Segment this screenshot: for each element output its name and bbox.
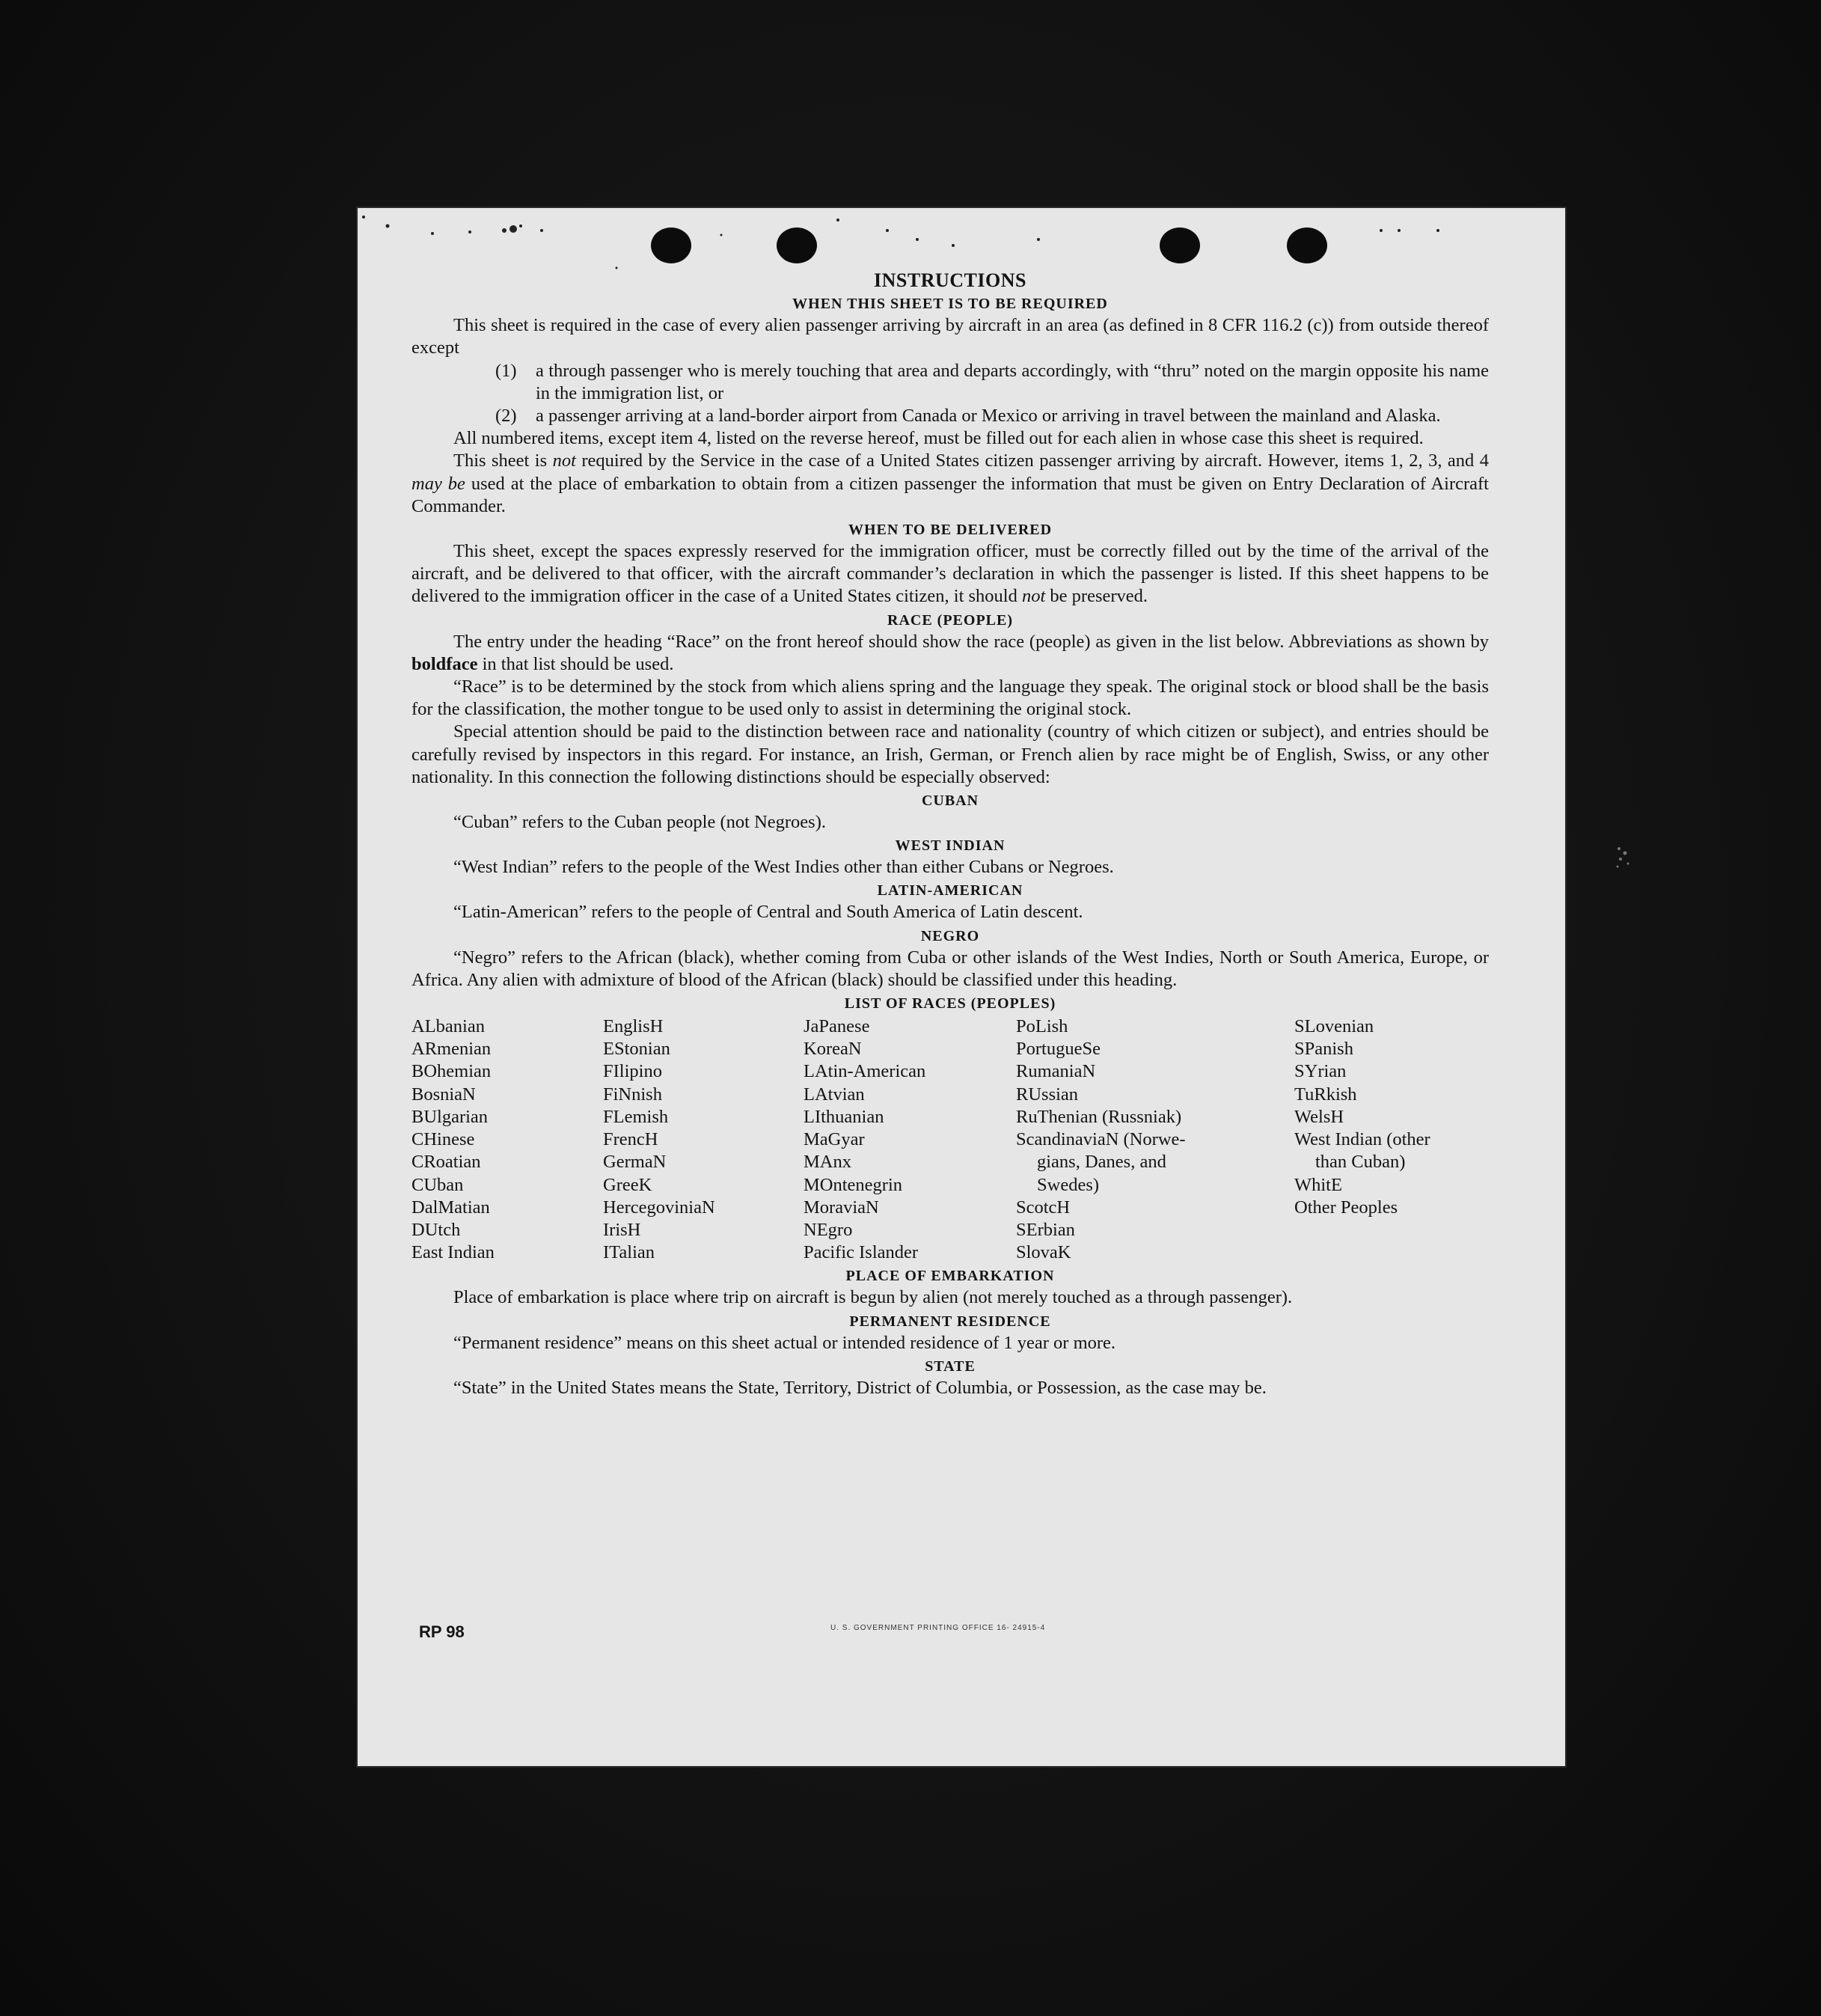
race-item: RumaniaN [1016, 1061, 1096, 1082]
race-item: Swedes) [1037, 1174, 1100, 1195]
race-item: SPanish [1294, 1039, 1353, 1060]
race-item: West Indian (other [1294, 1129, 1430, 1150]
race-item: LAtvian [804, 1084, 865, 1105]
race-item: PoLish [1016, 1016, 1068, 1037]
exception-item [411, 360, 1489, 405]
paragraph: The entry under the heading “Race” on the front hereof should show the race (people) as given in the list below. Abbreviations as shown by boldface in that list should be used. [411, 631, 1489, 674]
race-item: MaGyar [804, 1129, 865, 1150]
race-list [411, 1015, 1489, 1264]
race-item: FIlipino [603, 1061, 662, 1082]
race-item: DalMatian [411, 1197, 490, 1218]
scan-smudge [1612, 843, 1637, 873]
race-item: PortugueSe [1016, 1039, 1101, 1060]
item-text: a passenger arriving at a land-border airport from Canada or Mexico or arriving in travel between the mainland and Alaska. [536, 406, 1441, 427]
race-item: SLovenian [1294, 1016, 1374, 1037]
race-item: FiNnish [603, 1084, 662, 1105]
instructions-content [411, 269, 1489, 1399]
paragraph: This sheet, except the spaces expressly reserved for the immigration officer, must be correctly filled out by the time of the arrival of the aircraft, and be delivered to that officer, with the aircraft commander’s declaration in which the passenger is listed. If this sheet happens to be delivered to the immigration officer in the case of a United States citizen, it should not be preserved. [411, 541, 1489, 607]
race-item: ARmenian [411, 1039, 492, 1060]
section-heading-cuban: CUBAN [921, 792, 979, 810]
section-heading-negro: NEGRO [920, 927, 980, 944]
section-heading-embarkation: PLACE OF EMBARKATION [845, 1268, 1055, 1285]
form-number: RP 98 [419, 1622, 465, 1641]
race-item: than Cuban) [1315, 1152, 1406, 1173]
race-column [1016, 1015, 1294, 1264]
item-text: a through passenger who is merely touching that area and departs accordingly, with “thru” noted on the margin opposite his name in the immigration list, or [536, 360, 1489, 403]
race-column [411, 1015, 603, 1264]
section-heading-state: STATE [925, 1357, 976, 1375]
race-item: MAnx [804, 1152, 851, 1173]
race-item: GermaN [603, 1152, 667, 1173]
section-heading-race: RACE (PEOPLE) [887, 611, 1013, 629]
race-item: KoreaN [804, 1039, 862, 1060]
race-item: GreeK [603, 1174, 652, 1195]
race-item: BosniaN [411, 1084, 476, 1105]
paragraph: All numbered items, except item 4, listed on the reverse hereof, must be filled out for each alien in whose case this sheet is required. [453, 428, 1424, 449]
race-item: SErbian [1016, 1219, 1075, 1240]
race-item: SYrian [1294, 1061, 1347, 1082]
race-item: RUssian [1016, 1084, 1079, 1105]
race-item: SlovaK [1016, 1242, 1071, 1263]
race-item: EnglisH [603, 1016, 664, 1037]
item-number: (2) [495, 406, 517, 427]
instruction-sheet [358, 208, 1565, 1766]
section-heading-required: WHEN THIS SHEET IS TO BE REQUIRED [792, 296, 1108, 313]
race-item: BOhemian [411, 1061, 492, 1082]
race-item: RuThenian (Russniak) [1016, 1106, 1182, 1127]
section-heading-west-indian: WEST INDIAN [895, 837, 1006, 855]
exception-item [411, 405, 1489, 427]
paragraph: Special attention should be paid to the distinction between race and nationality (country of which citizen or subject), and entries should be carefully revised by inspectors in this regard. For instance, an Irish, German, or French alien by race might be of English, Swiss, or any other nationality. In this connection the following distinctions should be especially observed: [411, 721, 1489, 787]
race-item: ALbanian [411, 1016, 485, 1037]
paragraph: “Cuban” refers to the Cuban people (not Negroes). [453, 812, 826, 833]
section-heading-permanent-residence: PERMANENT RESIDENCE [849, 1313, 1051, 1330]
race-item: ScandinaviaN (Norwe- [1016, 1129, 1186, 1150]
race-item: WelsH [1294, 1106, 1344, 1127]
race-item: Pacific Islander [804, 1242, 919, 1263]
race-column [804, 1015, 1016, 1264]
race-item: TuRkish [1294, 1084, 1357, 1105]
race-item: WhitE [1294, 1174, 1342, 1195]
section-heading-latin-american: LATIN-AMERICAN [877, 882, 1023, 899]
race-item: Other Peoples [1294, 1197, 1398, 1218]
paragraph: “Permanent residence” means on this sheet actual or intended residence of 1 year or more. [453, 1332, 1116, 1353]
race-item: MoraviaN [804, 1197, 879, 1218]
race-item: gians, Danes, and [1037, 1152, 1166, 1173]
printer-imprint: U. S. GOVERNMENT PRINTING OFFICE 16- 24915-4 [830, 1624, 1046, 1632]
race-item: FLemish [603, 1106, 669, 1127]
paragraph: “Race” is to be determined by the stock from which aliens spring and the language they speak. The original stock or blood shall be the basis for the classification, the mother tongue to be used only to assist in determining the original stock. [411, 676, 1489, 720]
paragraph: Place of embarkation is place where trip on aircraft is begun by alien (not merely touched as a through passenger). [453, 1287, 1293, 1308]
race-item: CRoatian [411, 1152, 481, 1173]
race-item: FrencH [603, 1129, 658, 1150]
race-item: East Indian [411, 1242, 495, 1263]
race-item: MOntenegrin [804, 1174, 902, 1195]
paragraph: This sheet is required in the case of every alien passenger arriving by aircraft in an area (as defined in 8 CFR 116.2 (c)) from outside thereof except [411, 315, 1489, 358]
race-item: CHinese [411, 1129, 475, 1150]
race-column [1294, 1015, 1489, 1264]
race-item: DUtch [411, 1219, 461, 1240]
race-item: ITalian [603, 1242, 655, 1263]
page-title: INSTRUCTIONS [874, 269, 1026, 291]
race-column [603, 1015, 804, 1264]
section-heading-delivered: WHEN TO BE DELIVERED [848, 522, 1053, 539]
race-item: CUban [411, 1174, 464, 1195]
paragraph: “West Indian” refers to the people of the West Indies other than either Cubans or Negroes. [453, 857, 1114, 878]
paragraph: This sheet is not required by the Service in the case of a United States citizen passenger arriving by aircraft. However, items 1, 2, 3, and 4 may be used at the place of embarkation to obtain from a citizen passenger the information that must be given on Entry Declaration of Aircraft Commander. [411, 450, 1489, 516]
race-item: IrisH [603, 1219, 641, 1240]
item-number: (1) [495, 360, 517, 381]
race-item: BUlgarian [411, 1106, 489, 1127]
paragraph: “State” in the United States means the State, Territory, District of Columbia, or Possession, as the case may be. [453, 1377, 1267, 1398]
race-item: EStonian [603, 1039, 670, 1060]
race-item: ScotcH [1016, 1197, 1071, 1218]
race-item: HercegoviniaN [603, 1197, 715, 1218]
paragraph: “Latin-American” refers to the people of Central and South America of Latin descent. [453, 902, 1083, 923]
paragraph: “Negro” refers to the African (black), whether coming from Cuba or other islands of the West Indies, North or South America, Europe, or Africa. Any alien with admixture of blood of the African (black) should be classified under this heading. [411, 947, 1489, 990]
race-item: LIthuanian [804, 1106, 884, 1127]
race-item: JaPanese [804, 1016, 870, 1037]
race-item: NEgro [804, 1219, 853, 1240]
race-item: LAtin-American [804, 1061, 926, 1082]
section-heading-race-list: LIST OF RACES (PEOPLES) [844, 995, 1056, 1012]
